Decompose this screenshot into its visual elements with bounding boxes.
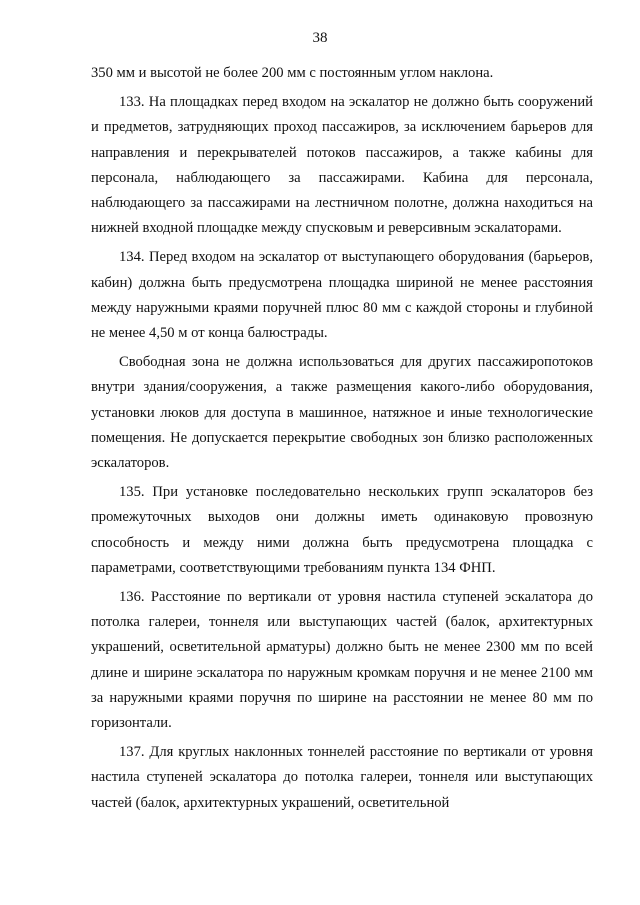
paragraph-134: 134. Перед входом на эскалатор от выступающего оборудования (барьеров, кабин) должна быть предусмотрена площадка шириной не менее расстояния между наружными краями поручней плюс 80 мм с каждой стороны и глубиной не менее 4,50 м от конца балюстрады. xyxy=(91,249,593,342)
paragraph-137: 137. Для круглых наклонных тоннелей расстояние по вертикали от уровня настила ступеней эскалатора до потолка галереи, тоннеля или выступающих частей (балок, архитектурных украшений, осветительной xyxy=(91,744,593,811)
paragraph-133: 133. На площадках перед входом на эскалатор не должно быть сооружений и предметов, затрудняющих проход пассажиров, за исключением барьеров для направления и перекрывателей потоков пассажиров, а также кабины для персонала, наблюдающего за пассажирами. Кабина для персонала, наблюдающего за пассажирами на лестничном полотне, должна находиться на нижней входной площадке между спусковым и реверсивным эскалаторами. xyxy=(91,94,593,237)
paragraph-free-zone: Свободная зона не должна использоваться для других пассажиропотоков внутри здания/сооружения, а также размещения какого-либо оборудования, установки люков для доступа в машинное, натяжное и иные технологические помещения. Не допускается перекрытие свободных зон близко расположенных эскалаторов. xyxy=(91,354,593,472)
paragraph-135: 135. При установке последовательно нескольких групп эскалаторов без промежуточных выходов они должны иметь одинаковую провозную способность и между ними должна быть предусмотрена площадка с параметрами, соответствующими требованиям пункта 134 ФНП. xyxy=(91,484,593,576)
paragraph-continuation: 350 мм и высотой не более 200 мм с постоянным углом наклона. xyxy=(91,65,494,81)
paragraph-136: 136. Расстояние по вертикали от уровня настила ступеней эскалатора до потолка галереи, тоннеля или выступающих частей (балок, архитектурных украшений, осветительной арматуры) должно быть не менее 2300 мм по всей длине и ширине эскалатора по наружным кромкам поручня и не менее 2100 мм за наружными краями поручня по ширине на расстоянии не менее 80 мм по горизонтали. xyxy=(91,589,593,732)
document-body xyxy=(91,61,593,816)
page-number: 38 xyxy=(312,30,328,46)
